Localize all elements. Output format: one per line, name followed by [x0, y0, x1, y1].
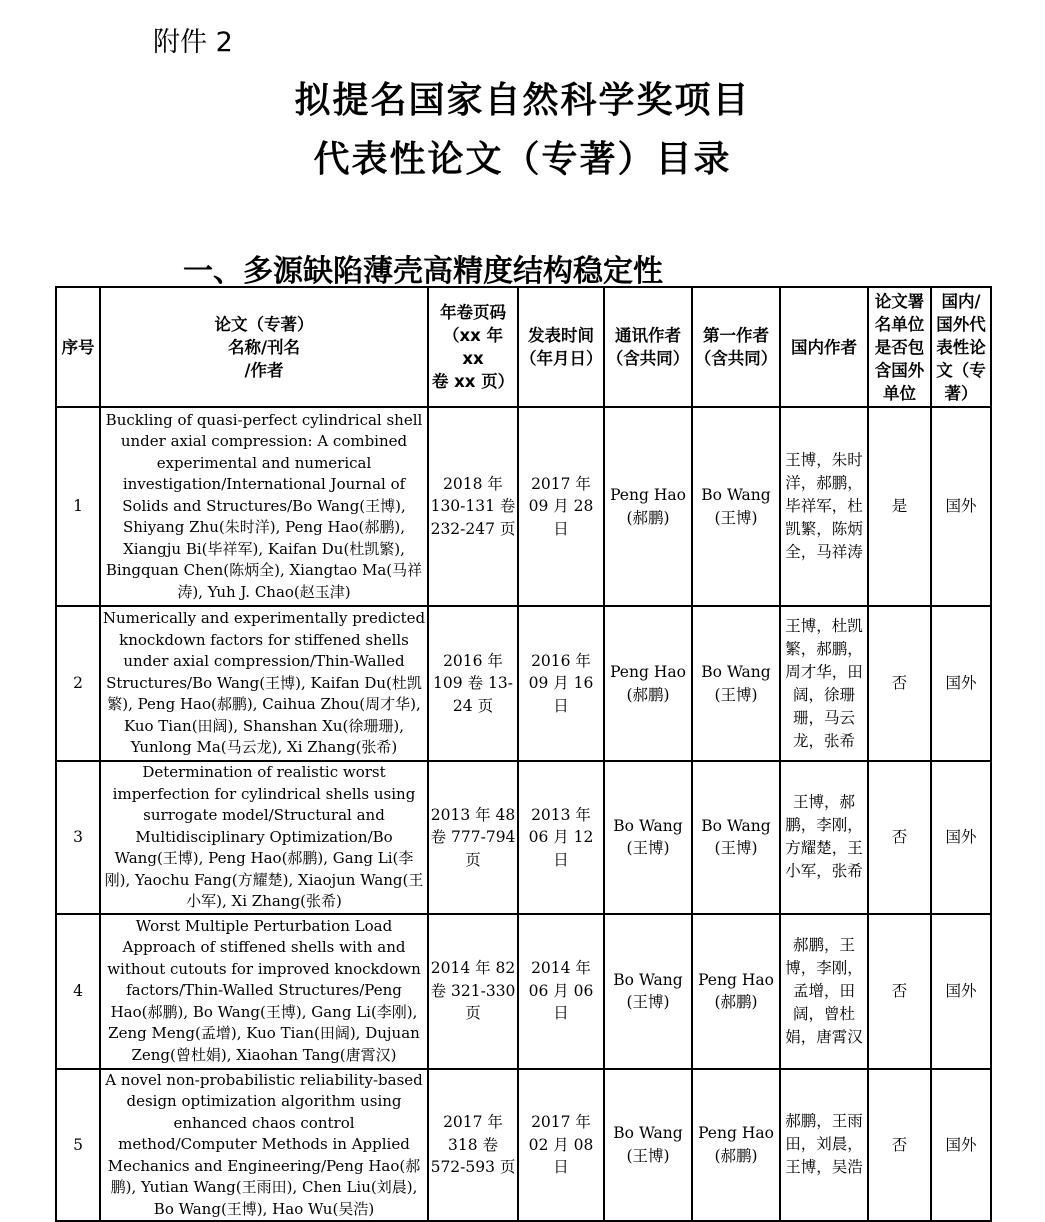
cell-date: 2017 年 02 月 08 日 [518, 1069, 604, 1222]
cell-volume: 2018 年 130-131 卷 232-247 页 [428, 407, 518, 606]
header-first-author: 第一作者 （含共同） [692, 287, 780, 407]
cell-corresponding: Peng Hao (郝鹏) [604, 606, 692, 761]
cell-volume: 2017 年 318 卷 572-593 页 [428, 1069, 518, 1222]
cell-first-author: Bo Wang (王博) [692, 606, 780, 761]
cell-date: 2017 年 09 月 28 日 [518, 407, 604, 606]
cell-no: 4 [56, 914, 100, 1069]
cell-corresponding: Peng Hao (郝鹏) [604, 407, 692, 606]
header-no: 序号 [56, 287, 100, 407]
cell-volume: 2016 年 109 卷 13-24 页 [428, 606, 518, 761]
cell-foreign-unit: 否 [868, 914, 931, 1069]
cell-first-author: Bo Wang (王博) [692, 407, 780, 606]
header-date: 发表时间 （年月日） [518, 287, 604, 407]
cell-domestic-authors: 郝鹏，王博，李刚，孟增，田阔，曾杜娟，唐霄汉 [780, 914, 868, 1069]
section-heading: 一、多源缺陷薄壳高精度结构稳定性 [183, 254, 663, 289]
table-row [56, 914, 991, 1069]
cell-no: 3 [56, 761, 100, 914]
cell-date: 2016 年 09 月 16 日 [518, 606, 604, 761]
cell-domestic-authors: 郝鹏，王雨田，刘晨，王博，吴浩 [780, 1069, 868, 1222]
cell-foreign-unit: 否 [868, 1069, 931, 1222]
cell-paper: A novel non-probabilistic reliability-based design optimization algorithm using enhanced chaos control method/Computer Methods in Applied Mechanics and Engineering/Peng Hao(郝鹏), Yutian Wang(王雨田), Chen Liu(刘晨), Bo Wang(王博), Hao Wu(吴浩) [100, 1069, 428, 1222]
cell-paper: Buckling of quasi-perfect cylindrical shell under axial compression: A combined experimental and numerical investigation/International Journal of Solids and Structures/Bo Wang(王博), Shiyang Zhu(朱时洋), Peng Hao(郝鹏), Xiangju Bi(毕祥军), Kaifan Du(杜凯繁), Bingquan Chen(陈炳全), Xiangtao Ma(马祥涛), Yuh J. Chao(赵玉津) [100, 407, 428, 606]
attachment-label: 附件 2 [153, 27, 233, 58]
cell-foreign-unit: 是 [868, 407, 931, 606]
header-rep-type: 国内/ 国外代 表性论 文（专 著） [931, 287, 991, 407]
cell-first-author: Peng Hao (郝鹏) [692, 914, 780, 1069]
table-row [56, 606, 991, 761]
cell-corresponding: Bo Wang (王博) [604, 914, 692, 1069]
cell-rep-type: 国外 [931, 914, 991, 1069]
cell-corresponding: Bo Wang (王博) [604, 761, 692, 914]
cell-domestic-authors: 王博，杜凯繁，郝鹏，周才华，田阔，徐珊珊，马云龙，张希 [780, 606, 868, 761]
cell-rep-type: 国外 [931, 1069, 991, 1222]
cell-corresponding: Bo Wang (王博) [604, 1069, 692, 1222]
cell-paper: Determination of realistic worst imperfection for cylindrical shells using surrogate model/Structural and Multidisciplinary Optimization/Bo Wang(王博), Peng Hao(郝鹏), Gang Li(李刚), Yaochu Fang(方耀楚), Xiaojun Wang(王小军), Xi Zhang(张希) [100, 761, 428, 914]
document-title-line-2: 代表性论文（专著）目录 [313, 139, 732, 180]
header-foreign-unit: 论文署 名单位 是否包 含国外 单位 [868, 287, 931, 407]
cell-domestic-authors: 王博，朱时洋，郝鹏，毕祥军，杜凯繁，陈炳全，马祥涛 [780, 407, 868, 606]
cell-paper: Numerically and experimentally predicted knockdown factors for stiffened shells under axial compression/Thin-Walled Structures/Bo Wang(王博), Kaifan Du(杜凯繁), Peng Hao(郝鹏), Caihua Zhou(周才华), Kuo Tian(田阔), Shanshan Xu(徐珊珊), Yunlong Ma(马云龙), Xi Zhang(张希) [100, 606, 428, 761]
table-row [56, 1069, 991, 1222]
header-corresponding: 通讯作者 （含共同） [604, 287, 692, 407]
cell-volume: 2014 年 82 卷 321-330 页 [428, 914, 518, 1069]
cell-foreign-unit: 否 [868, 606, 931, 761]
cell-domestic-authors: 王博，郝鹏，李刚，方耀楚，王小军，张希 [780, 761, 868, 914]
header-paper: 论文（专著） 名称/刊名 /作者 [100, 287, 428, 407]
cell-date: 2013 年 06 月 12 日 [518, 761, 604, 914]
cell-paper: Worst Multiple Perturbation Load Approach of stiffened shells with and without cutouts for improved knockdown factors/Thin-Walled Structures/Peng Hao(郝鹏), Bo Wang(王博), Gang Li(李刚), Zeng Meng(孟增), Kuo Tian(田阔), Dujuan Zeng(曾杜娟), Xiaohan Tang(唐霄汉) [100, 914, 428, 1069]
cell-volume: 2013 年 48 卷 777-794 页 [428, 761, 518, 914]
cell-no: 2 [56, 606, 100, 761]
cell-first-author: Peng Hao (郝鹏) [692, 1069, 780, 1222]
cell-first-author: Bo Wang (王博) [692, 761, 780, 914]
header-volume: 年卷页码 （xx 年 xx 卷 xx 页） [428, 287, 518, 407]
cell-foreign-unit: 否 [868, 761, 931, 914]
document-title-line-1: 拟提名国家自然科学奖项目 [294, 80, 751, 121]
cell-no: 5 [56, 1069, 100, 1222]
header-domestic-authors: 国内作者 [780, 287, 868, 407]
cell-date: 2014 年 06 月 06 日 [518, 914, 604, 1069]
table-row [56, 761, 991, 914]
table-row [56, 407, 991, 606]
header-row [56, 287, 991, 407]
cell-rep-type: 国外 [931, 761, 991, 914]
cell-no: 1 [56, 407, 100, 606]
papers-table [55, 286, 992, 1222]
cell-rep-type: 国外 [931, 407, 991, 606]
cell-rep-type: 国外 [931, 606, 991, 761]
